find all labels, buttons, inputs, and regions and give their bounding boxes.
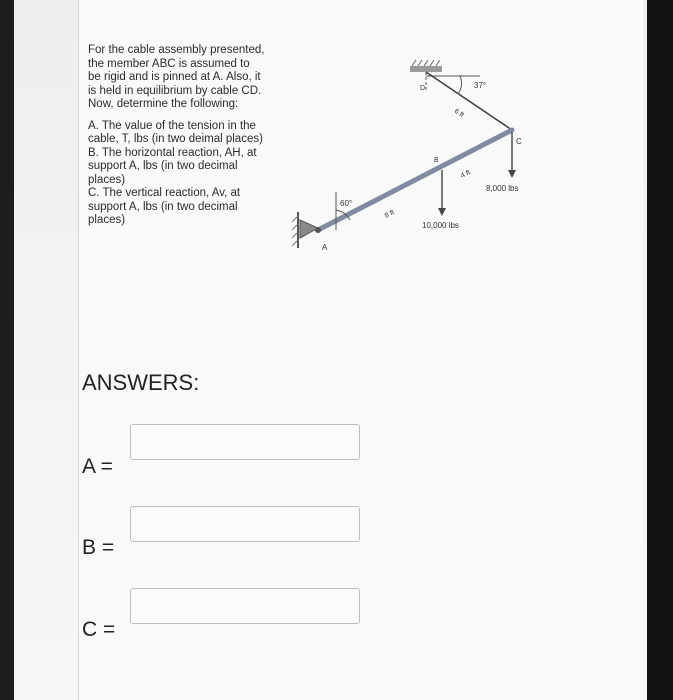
member-angle-label: 60° [340, 199, 353, 208]
cable-angle-label: 37° [474, 81, 487, 90]
cable-length-label: 6 ft [452, 107, 465, 120]
ab-length-label: 8 ft [383, 209, 396, 220]
point-b-label: B [434, 157, 439, 164]
ceiling-support [410, 66, 442, 72]
part-c-text: C. The vertical reaction, Av, at support A, lbs (in two decimal places) [88, 187, 241, 226]
cable-assembly-diagram [288, 52, 568, 292]
answer-b-input[interactable] [130, 506, 360, 542]
ceiling-hatch [412, 60, 440, 66]
answer-c-label: C = [82, 618, 116, 641]
point-c-label: C [516, 137, 522, 146]
answers-heading: ANSWERS: [82, 370, 200, 395]
answer-a-label: A = [82, 455, 113, 478]
load-b-label: 10,000 lbs [422, 221, 459, 230]
bc-length-label: 4 ft [459, 169, 472, 180]
answer-b-label: B = [82, 536, 115, 559]
answer-c-input[interactable] [130, 588, 360, 624]
point-d-label: D [420, 85, 426, 92]
question-intro: For the cable assembly presented, the member ABC is assumed to be rigid and is pinned at A. Also, it is held in equilibrium by cable CD. Now, determine the following: [88, 44, 265, 110]
question-text [88, 44, 298, 228]
load-b-arrowhead [438, 208, 446, 216]
point-a-label: A [322, 243, 328, 252]
device-bezel-right [647, 0, 673, 700]
cable-angle-arc [458, 76, 462, 94]
device-bezel-left [0, 0, 14, 700]
cable-cd [426, 72, 512, 130]
question-parts [88, 120, 298, 228]
load-c-label: 8,000 lbs [486, 184, 519, 193]
part-b-text: B. The horizontal reaction, AH, at support A, lbs (in two decimal places) [88, 146, 257, 186]
part-a-text: A. The value of the tension in the cable, T, lbs (in two deimal places) [88, 119, 263, 145]
load-c-arrowhead [508, 170, 516, 178]
pin-a-joint [315, 227, 321, 233]
answer-a-input[interactable] [130, 424, 360, 460]
member-abc [318, 130, 512, 230]
